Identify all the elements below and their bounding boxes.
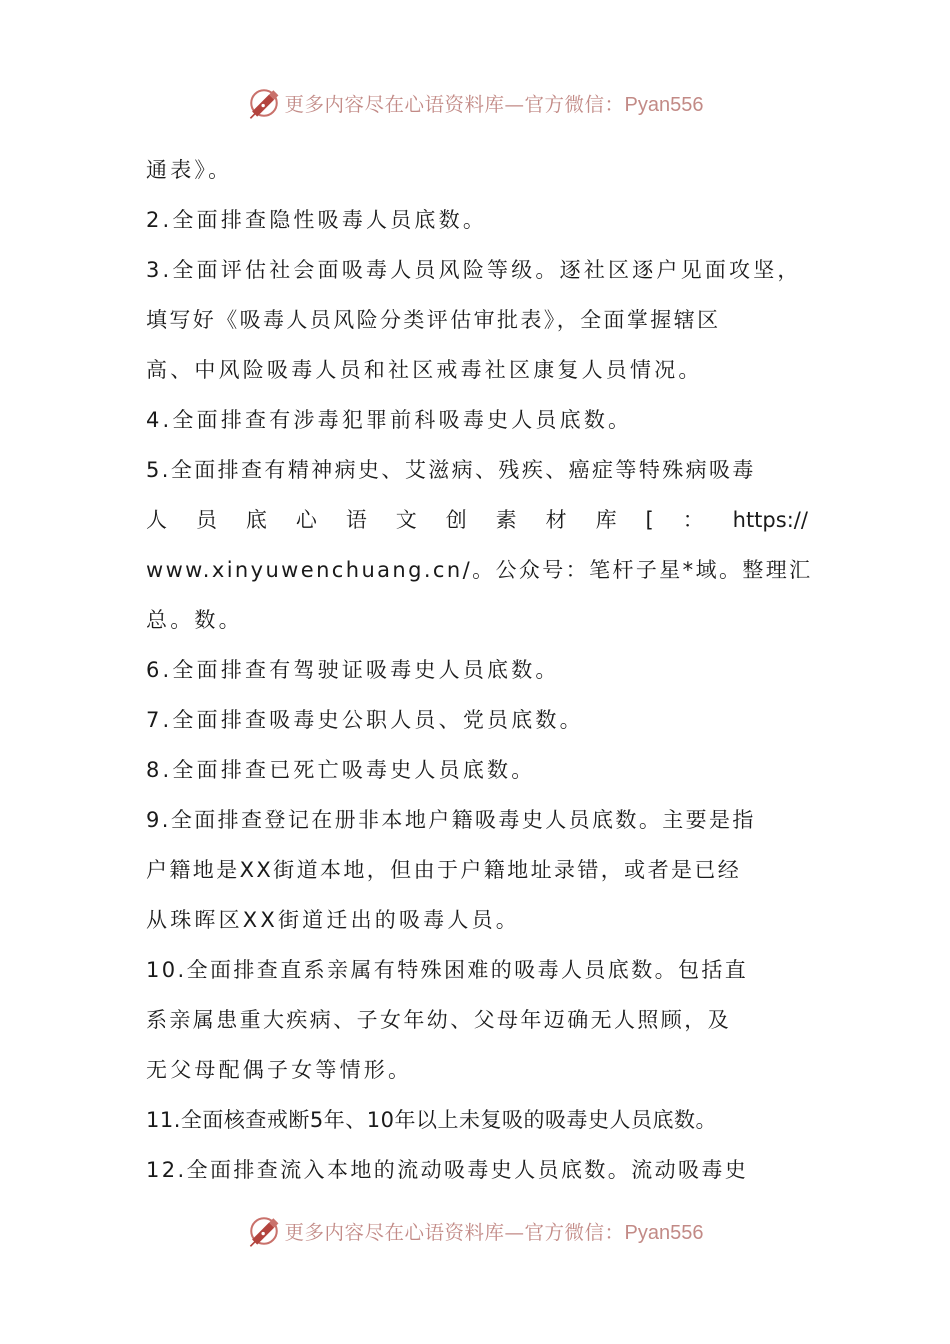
footer-banner [0,1211,950,1251]
body-line: www.xinyuwenchuang.cn/。公众号：笔杆子星*域。整理汇 [146,558,813,582]
body-line: 10.全面排查直系亲属有特殊困难的吸毒人员底数。包括直 [146,958,749,982]
body-line: 系亲属患重大疾病、子女年幼、父母年迈确无人照顾，及 [146,1008,731,1032]
body-char: 心 [295,508,317,532]
body-line: 2.全面排查隐性吸毒人员底数。 [146,208,488,232]
body-char: 素 [495,508,517,532]
body-line: 3.全面评估社会面吸毒人员风险等级。逐社区逐户见面攻坚， [146,258,802,282]
pen-nib-logo-icon [247,86,281,120]
body-char: ： [682,508,704,532]
body-char: 人 [146,508,167,532]
document-body [146,145,813,1195]
url-fragment: https:// [732,508,808,532]
body-line: 总。数。 [146,608,243,632]
body-line: 6.全面排查有驾驶证吸毒史人员底数。 [146,658,560,682]
body-char: 员 [195,508,217,532]
footer-banner-text: 更多内容尽在心语资料库—官方微信：Pyan556 [284,1221,704,1244]
body-line: 户籍地是XX街道本地，但由于户籍地址录错，或者是已经 [146,858,742,882]
body-char: 创 [445,508,467,532]
body-line-justified [146,495,808,545]
body-line: 5.全面排查有精神病史、艾滋病、残疾、癌症等特殊病吸毒 [146,458,756,482]
body-line: 无父母配偶子女等情形。 [146,1058,413,1082]
body-line: 填写好《吸毒人员风险分类评估审批表》，全面掌握辖区 [146,308,721,332]
body-char: [ [645,508,654,532]
body-char: 语 [345,508,367,532]
body-line: 从珠晖区XX街道迁出的吸毒人员。 [146,908,520,932]
pen-nib-logo-icon [247,1214,281,1248]
header-banner-text: 更多内容尽在心语资料库—官方微信：Pyan556 [284,93,704,116]
body-line: 12.全面排查流入本地的流动吸毒史人员底数。流动吸毒史 [146,1158,749,1182]
body-line: 高、中风险吸毒人员和社区戒毒社区康复人员情况。 [146,358,703,382]
header-banner [0,83,950,123]
body-char: 库 [595,508,617,532]
body-line: 7.全面排查吸毒史公职人员、党员底数。 [146,708,584,732]
body-char: 文 [395,508,417,532]
body-line: 11.全面核查戒断5年、10年以上未复吸的吸毒史人员底数。 [146,1108,717,1132]
body-char: 材 [545,508,567,532]
body-line: 4.全面排查有涉毒犯罪前科吸毒史人员底数。 [146,408,633,432]
body-char: 底 [245,508,267,532]
body-line: 9.全面排查登记在册非本地户籍吸毒史人员底数。主要是指 [146,808,756,832]
body-line: 通表》。 [146,158,233,182]
body-line: 8.全面排查已死亡吸毒史人员底数。 [146,758,536,782]
